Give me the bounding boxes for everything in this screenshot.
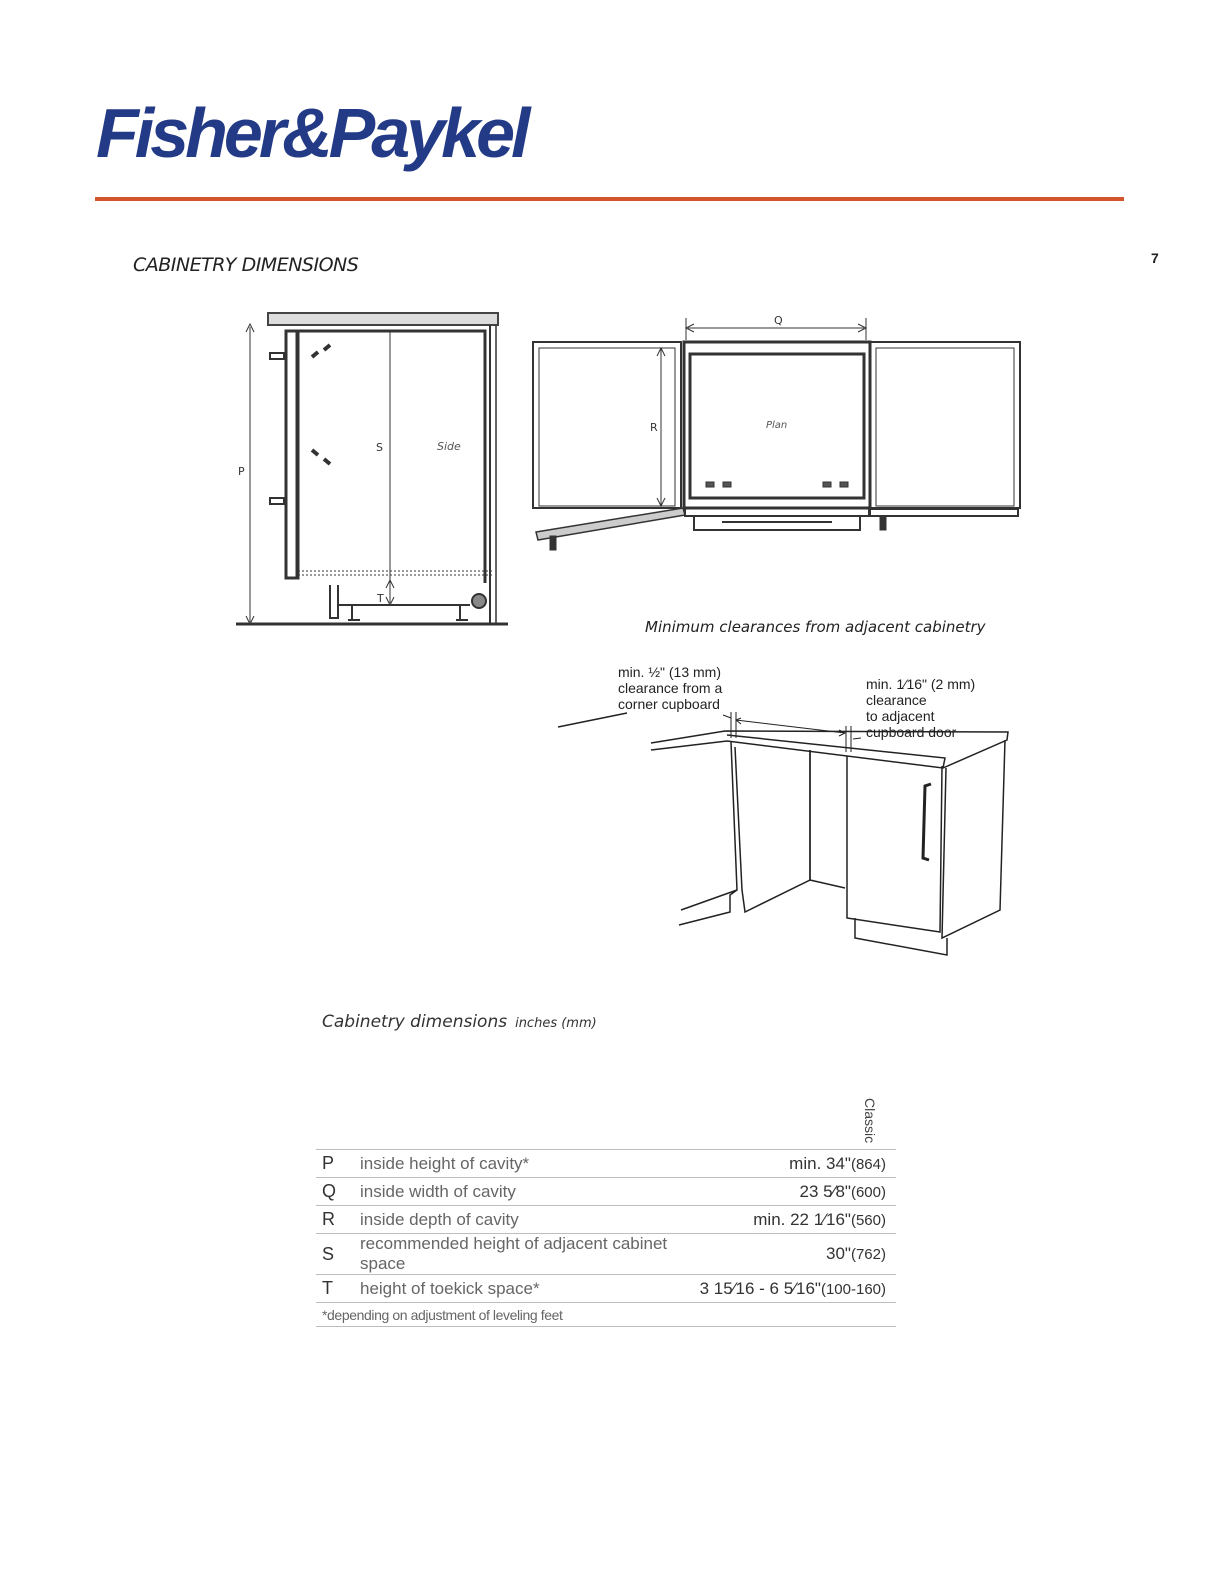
dim-s-label: S (376, 441, 383, 454)
table-row: P inside height of cavity* min. 34"(864) (316, 1150, 896, 1178)
dim-t-label: T (377, 592, 384, 605)
page-number: 7 (1151, 250, 1159, 266)
side-view-diagram (230, 305, 520, 635)
table-footnote-row: *depending on adjustment of leveling feet (316, 1303, 896, 1327)
side-view-label: Side (437, 440, 461, 453)
section-title: CABINETRY DIMENSIONS (133, 254, 359, 276)
dimensions-table (316, 1149, 896, 1327)
clearance-caption: Minimum clearances from adjacent cabinetry (645, 618, 986, 636)
plan-view-label: Plan (766, 420, 788, 431)
table-row: S recommended height of adjacent cabinet space 30"(762) (316, 1234, 896, 1275)
brand-logo: Fisher&Paykel (96, 94, 527, 172)
open-door-left (536, 508, 685, 540)
plan-view-diagram (530, 310, 1030, 560)
column-header-classic: Classic (862, 1098, 878, 1144)
table-row: T height of toekick space* 3 15⁄16 - 6 5⁄16"(100-160) (316, 1275, 896, 1303)
table-row: Q inside width of cavity 23 5⁄8"(600) (316, 1178, 896, 1206)
header-rule (95, 197, 1124, 201)
table-title: Cabinetry dimensions inches (mm) (322, 1012, 597, 1032)
countertop (268, 313, 498, 325)
door-clearance-note: min. 1⁄16" (2 mm) clearance to adjacent cupboard door (866, 676, 976, 740)
corner-clearance-note: min. ½" (13 mm) clearance from a corner cupboard (618, 664, 723, 712)
dim-q-label: Q (774, 314, 783, 327)
table-row: R inside depth of cavity min. 22 1⁄16"(560) (316, 1206, 896, 1234)
table-units: inches (mm) (515, 1016, 597, 1031)
dim-p-label: P (238, 465, 245, 478)
dim-r-label: R (650, 421, 658, 434)
